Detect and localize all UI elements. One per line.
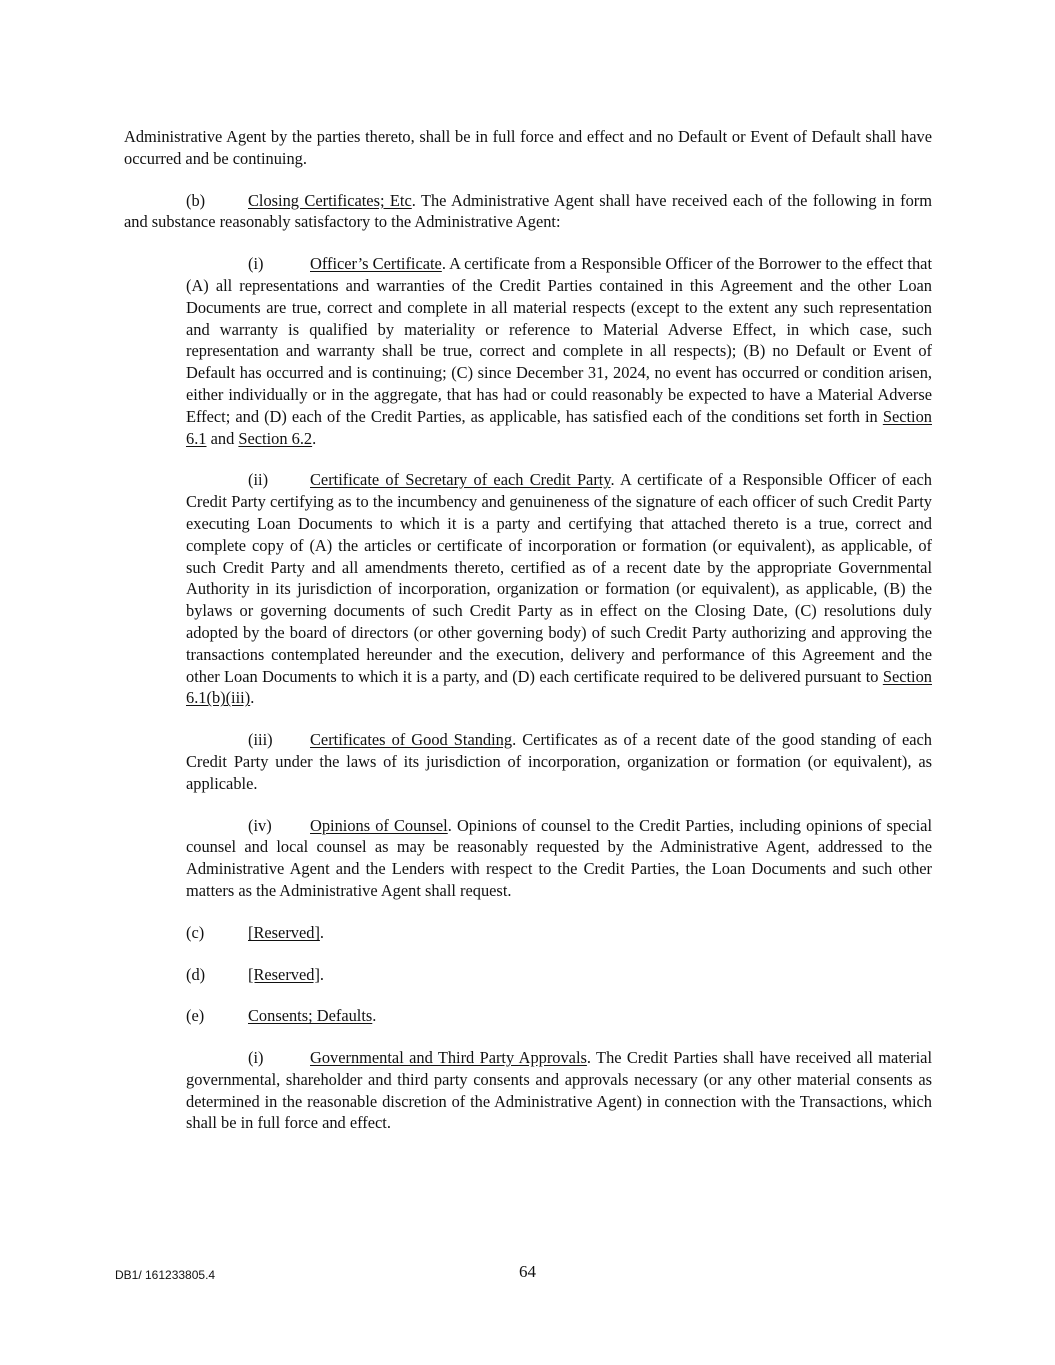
section-e-title: Consents; Defaults (248, 1006, 373, 1026)
section-6-1-b-iii-link[interactable]: Section 6.1(b)(iii) (186, 666, 932, 708)
period: . (319, 922, 325, 942)
period: . (319, 964, 325, 984)
section-b-iv-title: Opinions of Counsel (310, 815, 448, 835)
section-e-i-title: Governmental and Third Party Approvals (310, 1048, 587, 1068)
section-6-2-link[interactable]: Section 6.2 (238, 428, 313, 448)
section-d (124, 964, 932, 986)
section-e-label: (e) (186, 1006, 205, 1026)
section-b (124, 190, 932, 234)
section-e (124, 1005, 932, 1027)
paragraph-continuation: Administrative Agent by the parties thereto, shall be in full force and effect and no Default or Event of Default shall have occurred and be continuing. (124, 127, 932, 168)
section-b-iii-text: . Certificates as of a recent date of the good standing of each Credit Party under the laws of its jurisdiction of incorporation, organization or formation (or equivalent), as applicable. (186, 730, 932, 793)
period: . (250, 688, 255, 708)
section-b-ii-label: (ii) (248, 470, 269, 490)
section-e-i (124, 1047, 932, 1134)
conjunction: and (206, 428, 239, 448)
section-c-title: [Reserved] (248, 922, 320, 942)
section-b-ii-title: Certificate of Secretary of each Credit Party (310, 470, 611, 490)
section-b-title: Closing Certificates; Etc (248, 190, 412, 210)
section-6-1-link[interactable]: Section 6.1 (186, 406, 932, 448)
section-b-iii-label: (iii) (248, 730, 273, 750)
section-b-iv-text: . Opinions of counsel to the Credit Parties, including opinions of special counsel and local counsel as may be reasonably requested by the Administrative Agent, addressed to the Administrative Agent and the Lenders with respect to the Credit Parties, the Loan Documents and such other matters as the Administrative Agent shall request. (186, 815, 932, 900)
section-d-label: (d) (186, 964, 206, 984)
section-b-i (124, 253, 932, 449)
section-b-iv-label: (iv) (248, 815, 272, 835)
page-number: 64 (519, 1262, 536, 1281)
section-b-i-text: . A certificate from a Responsible Officer of the Borrower to the effect that (A) all representations and warranties of the Credit Parties contained in this Agreement and the other Loan Documents are true, correct and complete in all material respects (except to the extent any such representation and warranty is qualified by materiality or reference to Material Adverse Effect, in which case, such representation and warranty shall be true, correct and complete in all respects); (B) no Default or Event of Default has occurred and is continuing; (C) since December 31, 2024, no event has occurred or condition arisen, either individually or in the aggregate, that has had or could reasonably be expected to have a Material Adverse Effect; and (D) each of the Credit Parties, as applicable, has satisfied each of the conditions set forth in (186, 254, 932, 426)
section-b-i-title: Officer’s Certificate (310, 254, 442, 274)
section-b-iv (124, 815, 932, 902)
section-e-i-text: . The Credit Parties shall have received all material governmental, shareholder and third party consents and approvals necessary (or any other material consents as determined in the reasonable discretion of the Administrative Agent) in connection with the Transactions, which shall be in full force and effect. (186, 1048, 932, 1133)
section-b-label: (b) (186, 190, 206, 210)
period: . (372, 1006, 377, 1026)
section-b-iii-title: Certificates of Good Standing (310, 730, 513, 750)
section-b-ii (124, 469, 932, 709)
section-c-label: (c) (186, 922, 205, 942)
section-b-text: . The Administrative Agent shall have received each of the following in form and substance reasonably satisfactory to the Administrative Agent: (124, 190, 932, 232)
section-b-i-label: (i) (248, 254, 264, 274)
section-e-i-label: (i) (248, 1048, 264, 1068)
section-b-iii (124, 729, 932, 794)
section-c (124, 922, 932, 944)
section-d-title: [Reserved] (248, 964, 320, 984)
period: . (312, 428, 317, 448)
section-b-ii-text: . A certificate of a Responsible Officer of each Credit Party certifying as to the incumbency and genuineness of the signature of each officer of such Credit Party executing Loan Documents to which it is a party and certifying that attached thereto is a true, correct and complete copy of (A) the articles or certificate of incorporation or formation (or equivalent), as applicable, of such Credit Party and all amendments thereto, certified as of a recent date by the appropriate Governmental Authority in its jurisdiction of incorporation, organization or formation (or equivalent), as applicable, (B) the bylaws or governing documents of such Credit Party as in effect on the Closing Date, (C) resolutions duly adopted by the board of directors (or other governing body) of such Credit Party authorizing and approving the transactions contemplated hereunder and the execution, delivery and performance of this Agreement and the other Loan Documents to which it is a party, and (D) each certificate required to be delivered pursuant to (186, 470, 932, 686)
document-body (124, 126, 932, 1134)
document-id: DB1/ 161233805.4 (115, 1268, 216, 1282)
